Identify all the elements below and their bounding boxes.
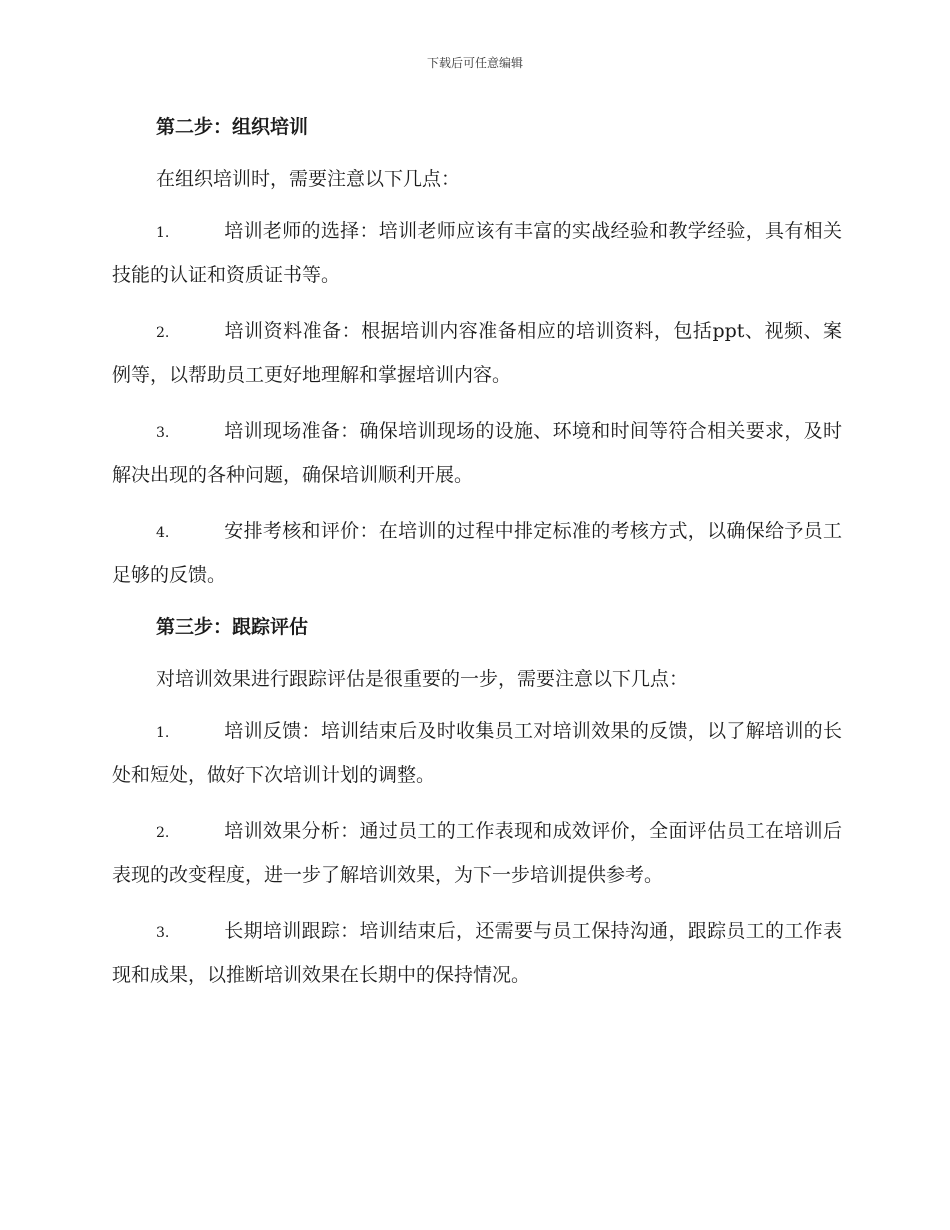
list-number: 2.: [156, 825, 170, 841]
section-tracking-evaluation: [112, 610, 842, 996]
list-item: [112, 410, 842, 496]
list-number: 4.: [156, 525, 170, 541]
list-item: [112, 710, 842, 796]
list-item: [112, 210, 842, 296]
list-item: [112, 510, 842, 596]
list-number: 2.: [156, 325, 170, 341]
section-heading: 第二步：组织培训: [156, 116, 309, 138]
list-text: 培训效果分析：通过员工的工作表现和成效评价，全面评估员工在培训后表现的改变程度，进一步了解培训效果，为下一步培训提供参考。: [112, 820, 842, 886]
list-text: 长期培训跟踪：培训结束后，还需要与员工保持沟通，跟踪员工的工作表现和成果，以推断培训效果在长期中的保持情况。: [112, 920, 842, 986]
page-header: 下载后可任意编辑: [426, 56, 523, 70]
list-number: 1.: [156, 725, 170, 741]
list-item: [112, 310, 842, 396]
list-number: 1.: [156, 225, 170, 241]
list-text: 培训现场准备：确保培训现场的设施、环境和时间等符合相关要求，及时解决出现的各种问题，确保培训顺利开展。: [112, 420, 842, 486]
list-item: [112, 910, 842, 996]
list-item: [112, 810, 842, 896]
list-text: 安排考核和评价：在培训的过程中排定标准的考核方式，以确保给予员工足够的反馈。: [112, 520, 842, 586]
section-heading: 第三步：跟踪评估: [156, 616, 309, 638]
list-text: 培训反馈：培训结束后及时收集员工对培训效果的反馈，以了解培训的长处和短处，做好下次培训计划的调整。: [112, 720, 842, 786]
section-intro: 在组织培训时，需要注意以下几点：: [156, 168, 461, 190]
list-text: 培训老师的选择：培训老师应该有丰富的实战经验和教学经验，具有相关技能的认证和资质证书等。: [112, 220, 842, 286]
section-intro: 对培训效果进行跟踪评估是很重要的一步，需要注意以下几点：: [156, 668, 689, 690]
section-organize-training: [112, 110, 842, 596]
list-number: 3.: [156, 425, 170, 441]
list-number: 3.: [156, 925, 170, 941]
list-text: 培训资料准备：根据培训内容准备相应的培训资料，包括ppt、视频、案例等，以帮助员工更好地理解和掌握培训内容。: [112, 320, 842, 386]
document-body: [112, 110, 842, 996]
